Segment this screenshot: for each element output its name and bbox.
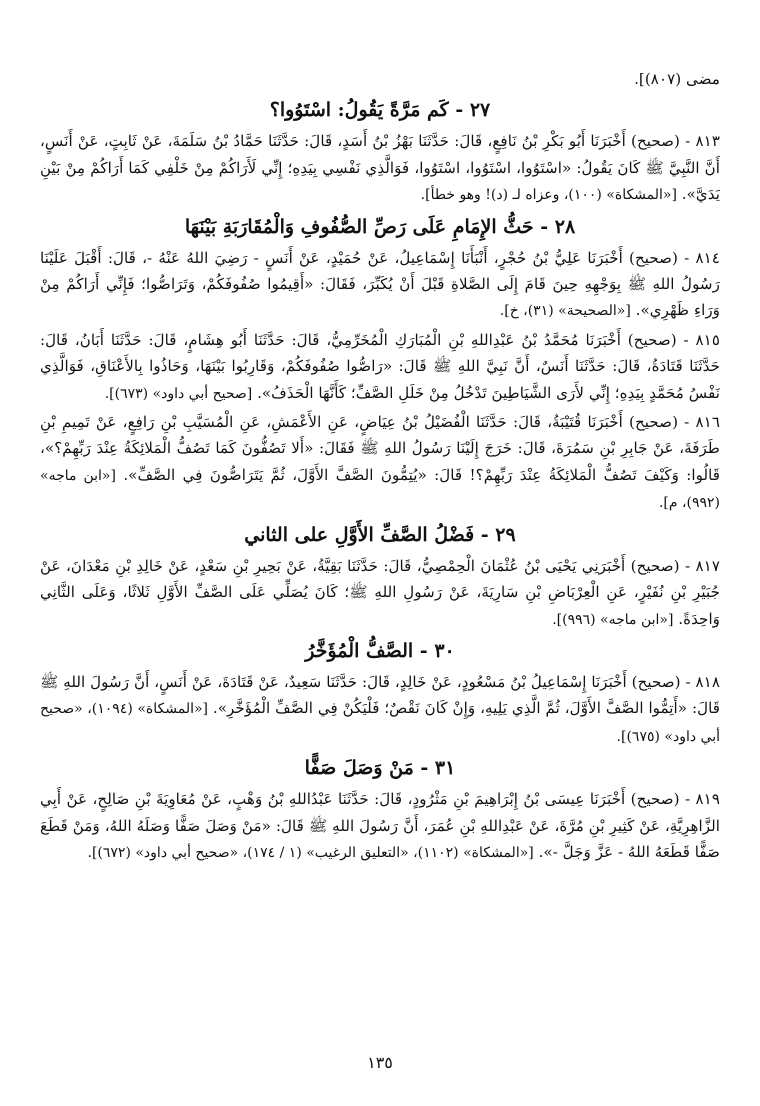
hadith-817-text: ٨١٧ - (صحيح) أَخْبَرَنِي يَحْيَى بْنُ عُثْمَانَ الْحِمْصِيُّ، قَالَ: حَدَّثَنَا بَقِيَّةُ، عَنْ بَحِيرِ بْنِ سَعْدٍ، عَنْ خَالِدِ بْنِ مَعْدَانَ، عَنْ جُبَيْرِ بْنِ نُفَيْرٍ، عَنِ الْعِرْبَاضِ بْنِ سَارِيَةَ، عَنْ رَسُولِ اللهِ ﷺ؛ كَانَ يُصَلِّي عَلَى الصَّفِّ الأَوَّلِ ثَلاثًا، وَعَلَى الثَّانِي وَاحِدَةً. — [40, 556, 720, 628]
hadith-814 — [40, 245, 720, 325]
hadith-813-text: ٨١٣ - (صحيح) أَخْبَرَنَا أَبُو بَكْرِ بْنُ نَافِعٍ، قَالَ: حَدَّثَنَا بَهْزُ بْنُ أَسَدٍ، قَالَ: حَدَّثَنَا حَمَّادُ بْنُ سَلَمَةَ، عَنْ ثَابِتٍ، عَنْ أَنَسٍ، أَنَّ النَّبِيَّ ﷺ كَانَ يَقُولُ: «اسْتَوُوا، اسْتَوُوا، اسْتَوُوا، فَوَالَّذِي نَفْسِي بِيَدِهِ؛ إِنِّي لَأَرَاكُمْ مِنْ خَلْفِي كَمَا أَرَاكُمْ مِنْ بَيْنِ يَدَيَّ». — [40, 132, 720, 204]
hadith-815-text: ٨١٥ - (صحيح) أَخْبَرَنَا مُحَمَّدُ بْنُ عَبْدِاللهِ بْنِ الْمُبَارَكِ الْمُخَرِّمِيُّ، قَالَ: حَدَّثَنَا أَبُو هِشَامٍ، قَالَ: حَدَّثَنَا أَبَانُ، قَالَ: حَدَّثَنَا قَتَادَةُ، قَالَ: حَدَّثَنَا أَنَسٌ، أَنَّ نَبِيَّ اللهِ ﷺ قَالَ: «رَاصُّوا صُفُوفَكُمْ، وَقَارِبُوا بَيْنَهَا، وَحَاذُوا بِالأَعْنَاقِ، فَوَالَّذِي نَفْسُ مُحَمَّدٍ بِيَدِهِ؛ إِنِّي لأَرَى الشَّيَاطِينَ تَدْخُلُ مِنْ خَلَلِ الصَّفِّ؛ كَأَنَّهَا الْحَذَفُ». — [40, 330, 720, 402]
hadith-817-ref: [«ابن ماجه» (٩٩٦)]. — [552, 611, 674, 628]
section-28-heading: ٢٨ - حَثُّ الإِمَامِ عَلَى رَصِّ الصُّفُوفِ وَالْمُقَارَبَةِ بَيْنَهَا — [184, 215, 576, 238]
hadith-818-text: ٨١٨ - (صحيح) أَخْبَرَنَا إِسْمَاعِيلُ بْنُ مَسْعُودٍ، عَنْ خَالِدٍ، قَالَ: حَدَّثَنَا سَعِيدٌ، عَنْ قَتَادَةَ، عَنْ أَنَسٍ، أَنَّ رَسُولَ اللهِ ﷺ قَالَ: «أَتِمُّوا الصَّفَّ الأَوَّلَ، ثُمَّ الَّذِي يَلِيهِ، وَإِنْ كَانَ نَقْصٌ؛ فَلْيَكُنْ فِي الصَّفِّ الْمُؤَخَّرِ». — [40, 672, 720, 718]
hadith-819 — [40, 786, 720, 866]
hadith-818 — [40, 669, 720, 750]
hadith-816-ref: [«ابن ماجه» (٩٩٢)، م]. — [40, 467, 720, 512]
hadith-813 — [40, 128, 720, 208]
section-30-heading: ٣٠ - الصَّفُّ الْمُؤَخَّرُ — [305, 639, 455, 662]
hadith-814-ref: [«الصحيحة» (٣١)، خ]. — [499, 303, 631, 320]
section-29-heading: ٢٩ - فَضْلُ الصَّفِّ الأَوَّلِ على الثاني — [244, 523, 516, 546]
hadith-819-text: ٨١٩ - (صحيح) أَخْبَرَنَا عِيسَى بْنُ إِبْرَاهِيمَ بْنِ مَثْرُودٍ، قَالَ: حَدَّثَنَا عَبْدُاللهِ بْنُ وَهْبٍ، عَنْ مُعَاوِيَةَ بْنِ صَالِحٍ، عَنْ أَبِي الزَّاهِرِيَّةِ، عَنْ كَثِيرِ بْنِ مُرَّةَ، عَنْ عَبْدِاللهِ بْنِ عُمَرَ، أَنَّ رَسُولَ اللهِ ﷺ قَالَ: «مَنْ وَصَلَ صَفًّا وَصَلَهُ اللهُ، وَمَنْ قَطَعَ صَفًّا قَطَعَهُ اللهُ - عَزَّ وَجَلَّ -». — [40, 790, 720, 861]
section-27-heading: ٢٧ - كَم مَرَّةً يَقُولُ: اسْتَوُوا؟ — [269, 99, 491, 122]
hadith-816-text: ٨١٦ - (صحيح) أَخْبَرَنَا قُتَيْبَةُ، قَالَ: حَدَّثَنَا الْفُضَيْلُ بْنُ عِيَاضٍ، عَنِ الأَعْمَشِ، عَنِ الْمُسَيَّبِ بْنِ رَافِعٍ، عَنْ تَمِيمِ بْنِ طَرَفَةَ، عَنْ جَابِرِ بْنِ سَمُرَةَ، قَالَ: خَرَجَ إِلَيْنَا رَسُولُ اللهِ ﷺ فَقَالَ: «أَلا تَصُفُّونَ كَمَا تَصُفُّ الْمَلائِكَةُ عِنْدَ رَبِّهِمْ؟»، قَالُوا: وَكَيْفَ تَصُفُّ الْمَلائِكَةُ عِنْدَ رَبِّهِمْ؟! قَالَ: «يُتِمُّونَ الصَّفَّ الأَوَّلَ، ثُمَّ يَتَرَاصُّونَ فِي الصَّفِّ». — [40, 413, 720, 484]
hadith-817 — [40, 553, 720, 633]
continuation-line: مضى (٨٠٧)]. — [634, 70, 720, 88]
page-number: ١٣٥ — [367, 1053, 393, 1072]
hadith-819-ref: [«المشكاة» (١١٠٢)، «التعليق الرغيب» (١ / ١٧٤)، «صحيح أبي داود» (٦٧٢)]. — [87, 844, 534, 861]
hadith-815 — [40, 327, 720, 407]
hadith-813-ref: [«المشكاة» (١٠٠)، وعزاه لـ (د)! وهو خطأ]. — [420, 187, 677, 204]
hadith-818-ref: [«المشكاة» (١٠٩٤)، «صحيح أبي داود» (٦٧٥)]. — [40, 701, 720, 745]
section-31-heading: ٣١ - مَنْ وَصَلَ صَفًّا — [304, 757, 456, 780]
hadith-814-text: ٨١٤ - (صحيح) أَخْبَرَنَا عَلِيُّ بْنُ حُجْرٍ، أَنْبَأَنَا إِسْمَاعِيلُ، عَنْ حُمَيْدٍ، عَنْ أَنَسٍ - رَضِيَ اللهُ عَنْهُ -، قَالَ: أَقْبَلَ عَلَيْنَا رَسُولُ اللهِ ﷺ بِوَجْهِهِ حِينَ قَامَ إِلَى الصَّلاةِ قَبْلَ أَنْ يُكَبِّرَ، فَقَالَ: «أَقِيمُوا صُفُوفَكُمْ، وَتَرَاصُّوا؛ فَإِنِّي أَرَاكُمْ مِنْ وَرَاءِ ظَهْرِي». — [40, 248, 720, 320]
hadith-815-ref: [صحيح أبي داود» (٦٧٣)]. — [104, 385, 253, 402]
hadith-816 — [40, 409, 720, 517]
